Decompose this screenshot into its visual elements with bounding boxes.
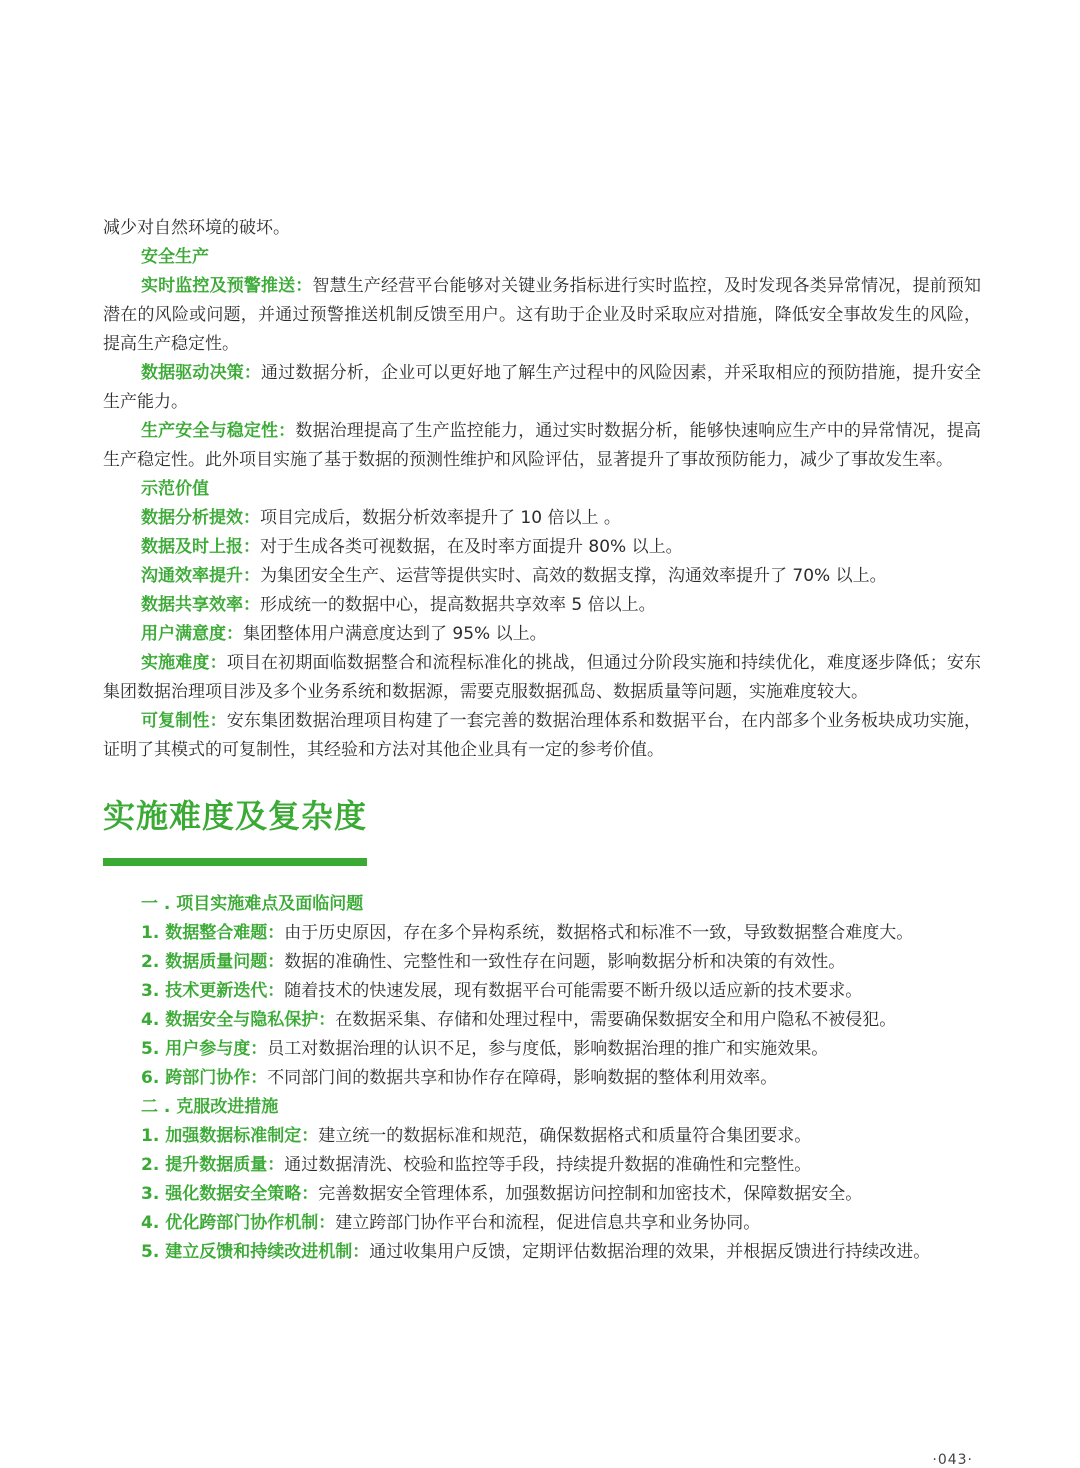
item-text: 不同部门间的数据共享和协作存在障碍，影响数据的整体利用效率。 [267,1068,778,1088]
item-label: 4. 数据安全与隐私保护： [141,1010,336,1030]
safety-item [103,417,981,475]
item-label: 实时监控及预警推送： [141,276,313,296]
item-label: 5. 用户参与度： [141,1039,268,1059]
safety-heading: 安全生产 [141,247,209,267]
demo-item [103,620,981,649]
item-text: 通过数据分析，企业可以更好地了解生产过程中的风险因素，并采取相应的预防措施，提升安全生产能力。 [103,363,982,412]
item-label: 数据共享效率： [141,595,260,615]
page-number: ·043· [932,1452,973,1468]
item-text: 项目在初期面临数据整合和流程标准化的挑战，但通过分阶段实施和持续优化，难度逐步降低；安东集团数据治理项目涉及多个业务系统和数据源，需要克服数据孤岛、数据质量等问题，实施难度较大。 [103,653,982,702]
item-label: 数据及时上报： [141,537,260,557]
measure-item [103,1151,981,1180]
document-body [103,214,981,1267]
difficulties-heading: 一 . 项目实施难点及面临问题 [141,894,364,914]
demo-item [103,591,981,620]
item-label: 5. 建立反馈和持续改进机制： [141,1242,370,1262]
item-text: 数据的准确性、完整性和一致性存在问题，影响数据分析和决策的有效性。 [284,952,846,972]
safety-item [103,272,981,359]
demo-heading: 示范价值 [141,479,209,499]
difficulty-item [103,948,981,977]
section-title: 实施难度及复杂度 [103,797,368,835]
measures-heading: 二 . 克服改进措施 [141,1097,279,1117]
demo-item [103,707,981,765]
section-title-underline [103,858,367,866]
item-text: 建立统一的数据标准和规范，确保数据格式和质量符合集团要求。 [318,1126,812,1146]
measure-item [103,1122,981,1151]
item-text: 员工对数据治理的认识不足，参与度低，影响数据治理的推广和实施效果。 [267,1039,829,1059]
item-label: 数据分析提效： [141,508,260,528]
item-text: 随着技术的快速发展，现有数据平台可能需要不断升级以适应新的技术要求。 [284,981,863,1001]
item-label: 沟通效率提升： [141,566,260,586]
item-text: 对于生成各类可视数据，在及时率方面提升 80% 以上。 [260,537,683,557]
item-text: 项目完成后，数据分析效率提升了 10 倍以上 。 [260,508,621,528]
item-text: 通过收集用户反馈，定期评估数据治理的效果，并根据反馈进行持续改进。 [369,1242,931,1262]
difficulty-item [103,1006,981,1035]
difficulty-item [103,919,981,948]
difficulty-item [103,1064,981,1093]
measure-item [103,1238,981,1267]
item-text: 通过数据清洗、校验和监控等手段，持续提升数据的准确性和完整性。 [284,1155,812,1175]
item-label: 可复制性： [141,711,227,731]
item-label: 生产安全与稳定性： [141,421,296,441]
safety-item [103,359,981,417]
item-label: 用户满意度： [141,624,243,644]
demo-item [103,533,981,562]
item-text: 在数据采集、存储和处理过程中，需要确保数据安全和用户隐私不被侵犯。 [335,1010,897,1030]
item-text: 智慧生产经营平台能够对关键业务指标进行实时监控，及时发现各类异常情况，提前预知潜在的风险或问题，并通过预警推送机制反馈至用户。这有助于企业及时采取应对措施，降低安全事故发生的风险，提高生产稳定性。 [103,276,982,354]
item-text: 形成统一的数据中心，提高数据共享效率 5 倍以上。 [260,595,656,615]
item-label: 2. 数据质量问题： [141,952,285,972]
item-text: 建立跨部门协作平台和流程，促进信息共享和业务协同。 [335,1213,761,1233]
item-text: 安东集团数据治理项目构建了一套完善的数据治理体系和数据平台，在内部多个业务板块成功实施，证明了其模式的可复制性，其经验和方法对其他企业具有一定的参考价值。 [103,711,982,760]
measure-item [103,1209,981,1238]
item-label: 4. 优化跨部门协作机制： [141,1213,336,1233]
demo-item [103,504,981,533]
item-label: 2. 提升数据质量： [141,1155,285,1175]
item-label: 1. 加强数据标准制定： [141,1126,319,1146]
item-label: 3. 技术更新迭代： [141,981,285,1001]
item-label: 6. 跨部门协作： [141,1068,268,1088]
intro-line: 减少对自然环境的破坏。 [103,218,290,238]
difficulty-item [103,977,981,1006]
item-text: 由于历史原因，存在多个异构系统，数据格式和标准不一致，导致数据整合难度大。 [284,923,914,943]
item-label: 1. 数据整合难题： [141,923,285,943]
item-text: 完善数据安全管理体系，加强数据访问控制和加密技术，保障数据安全。 [318,1184,863,1204]
measure-item [103,1180,981,1209]
item-label: 实施难度： [141,653,227,673]
demo-item [103,562,981,591]
demo-item [103,649,981,707]
item-text: 集团整体用户满意度达到了 95% 以上。 [243,624,547,644]
item-text: 为集团安全生产、运营等提供实时、高效的数据支撑，沟通效率提升了 70% 以上。 [260,566,887,586]
difficulty-item [103,1035,981,1064]
item-label: 数据驱动决策： [141,363,262,383]
item-label: 3. 强化数据安全策略： [141,1184,319,1204]
item-text: 数据治理提高了生产监控能力，通过实时数据分析，能够快速响应生产中的异常情况，提高生产稳定性。此外项目实施了基于数据的预测性维护和风险评估，显著提升了事故预防能力，减少了事故发生率。 [103,421,981,470]
